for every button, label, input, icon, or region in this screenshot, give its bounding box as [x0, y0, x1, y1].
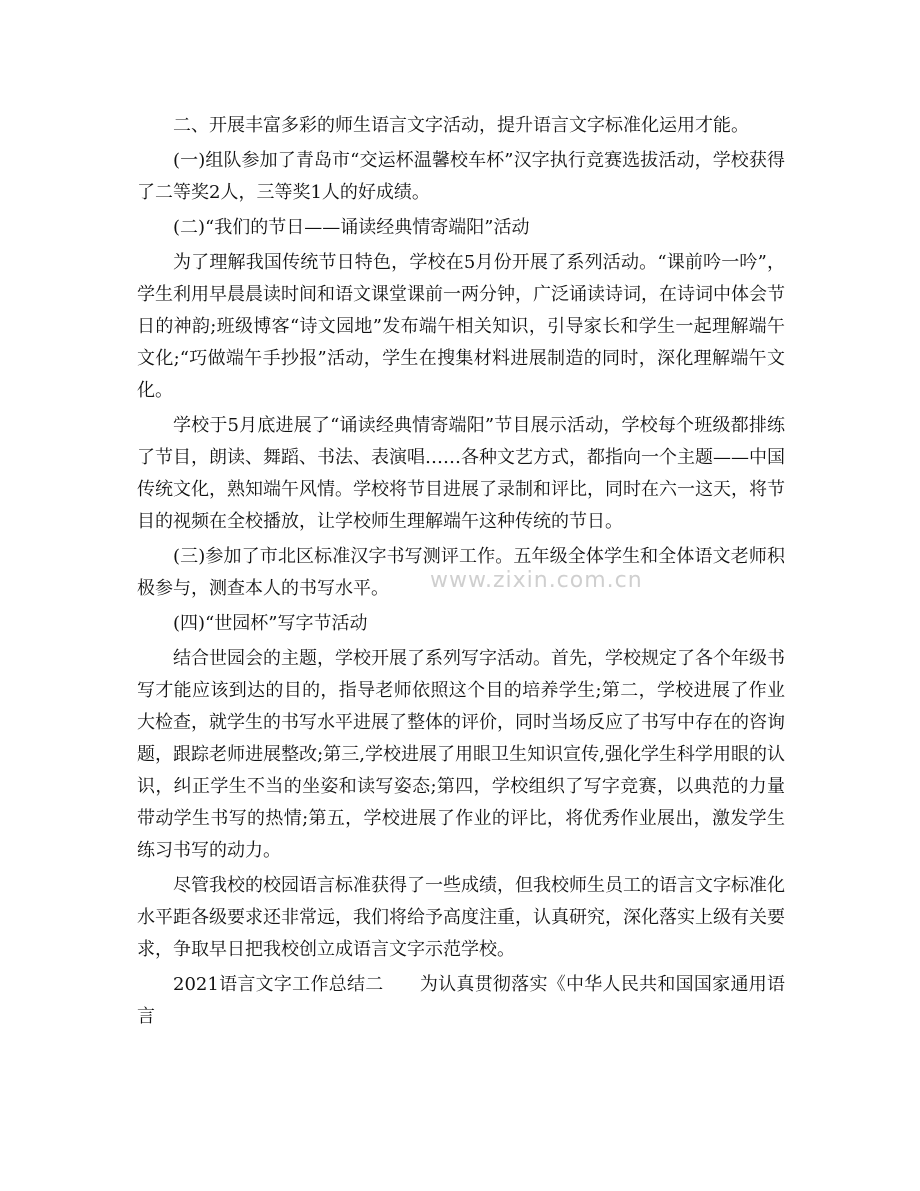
- paragraph-body: 为了理解我国传统节日特色，学校在5月份开展了系列活动。“课前吟一吟”，学生利用早晨晨读时间和语文课堂课前一两分钟，广泛诵读诗词，在诗词中体会节日的神韵;班级博客“诗文园地”发布端午相关知识，引导家长和学生一起理解端午文化;“巧做端午手抄报”活动，学生在搜集材料进展制造的同时，深化理解端午文化。: [137, 252, 785, 401]
- paragraph-body: 尽管我校的校园语言标准获得了一些成绩，但我校师生员工的语言文字标准化水平距各级要求还非常远，我们将给予高度注重，认真研究，深化落实上级有关要求，争取早日把我校创立成语言文字示范学校。: [137, 875, 785, 960]
- paragraph-item-1: (一)组队参加了青岛市“交运杯温馨校车杯”汉字执行竞赛选拔活动，学校获得了二等奖2人，三等奖1人的好成绩。: [137, 150, 785, 203]
- paragraph-body: 结合世园会的主题，学校开展了系列写字活动。首先，学校规定了各个年级书写才能应该到达的目的，指导老师依照这个目的培养学生;第二，学校进展了作业大检查，就学生的书写水平进展了整体的评价，同时当场反应了书写中存在的咨询题，跟踪老师进展整改;第三,学校进展了用眼卫生知识宣传,强化学生科学用眼的认识，纠正学生不当的坐姿和读写姿态;第四，学校组织了写字竞赛，以典范的力量带动学生书写的热情;第五，学校进展了作业的评比，将优秀作业展出，激发学生练习书写的动力。: [137, 648, 785, 861]
- section-heading: 二、开展丰富多彩的师生语言文字活动，提升语言文字标准化运用才能。: [173, 115, 749, 136]
- paragraph-body: 学校于5月底进展了“诵读经典情寄端阳”节目展示活动，学校每个班级都排练了节目，朗读、舞蹈、书法、表演唱……各种文艺方式，都指向一个主题——中国传统文化，熟知端午风情。学校将节目进展了录制和评比，同时在六一这天，将节目的视频在全校播放，让学校师生理解端午这种传统的节日。: [137, 415, 785, 532]
- section-two-title: 2021语言文字工作总结二: [173, 974, 384, 995]
- section-two-intro: 为认真贯彻落实《中华人民共和国国家通用语言: [137, 974, 786, 1027]
- paragraph-item-4-heading: (四)“世园杯”写字节活动: [173, 613, 368, 634]
- watermark: www.zixin.com.cn: [430, 568, 643, 593]
- paragraph-item-3: (三)参加了市北区标准汉字书写测评工作。五年级全体学生和全体语文老师积极参与，测查本人的书写水平。: [137, 546, 785, 599]
- paragraph-item-2-heading: (二)“我们的节日——诵读经典情寄端阳”活动: [173, 217, 530, 238]
- paragraph-last-line: [137, 969, 785, 1033]
